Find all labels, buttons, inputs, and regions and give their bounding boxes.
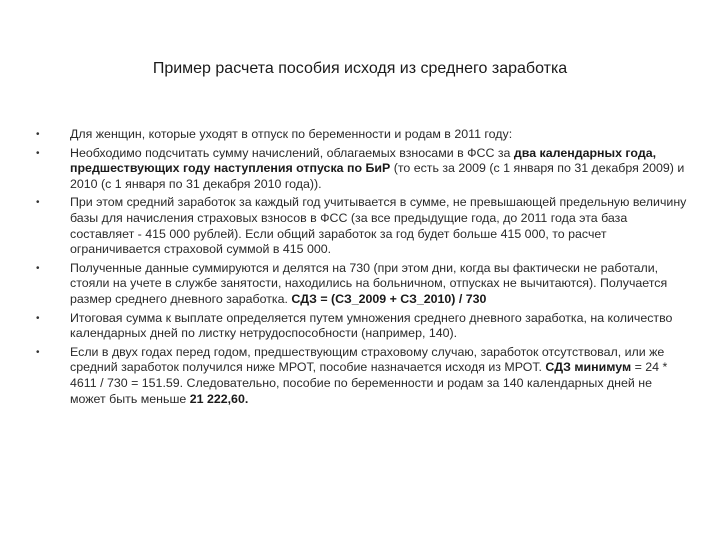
- bullet-text: [70, 261, 688, 308]
- list-item: [36, 146, 688, 193]
- text-run: При этом средний заработок за каждый год учитывается в сумме, не превышающей предельную величину базы для начисления страховых взносов в ФСС (за все предыдущие года, до 2011 года эта база составляет - 415 000 рублей). Если общий заработок за год будет больше 415 000, то расчет ограничивается страховой суммой в 415 000.: [70, 195, 687, 257]
- text-run: (то есть за 2009 (с 1 января по 31 декабря 2009) и 2010 (с 1 января по 31 декабря 2010 года)).: [70, 161, 685, 191]
- list-item: [36, 311, 688, 342]
- text-run: Полученные данные суммируются и делятся на 730 (при этом дни, когда вы фактически не работали, стояли на учете в службе занятости, находились на больничном, отпусках не вычитаются). Получается размер среднего дневного заработка.: [70, 260, 668, 306]
- list-item: [36, 261, 688, 308]
- bullet-text: [70, 127, 688, 143]
- text-run: = 24 * 4611 / 730 = 151.59. Следовательно, пособие по беременности и родам за 140 календарных дней не может быть меньше: [70, 360, 668, 406]
- text-run: Для женщин, которые уходят в отпуск по беременности и родам в 2011 году:: [70, 127, 513, 141]
- bullet-icon: •: [36, 346, 40, 358]
- text-run: Итоговая сумма к выплате определяется путем умножения среднего дневного заработка, на количество календарных дней по листку нетрудоспособности (например, 140).: [70, 310, 673, 341]
- bullet-text: [70, 311, 688, 342]
- list-item: [36, 127, 688, 143]
- bullet-icon: •: [36, 262, 40, 274]
- bold-text-run: СДЗ = (СЗ_2009 + СЗ_2010) / 730: [291, 291, 487, 306]
- bullet-list: [36, 127, 688, 410]
- bullet-text: [70, 345, 688, 407]
- bold-text-run: СДЗ минимум: [545, 360, 632, 375]
- bold-text-run: два календарных года, предшествующих году наступления отпуска по БиР: [70, 145, 657, 176]
- text-run: Необходимо подсчитать сумму начислений, облагаемых взносами в ФСС за: [70, 145, 514, 160]
- bullet-icon: •: [36, 147, 40, 159]
- bullet-icon: •: [36, 129, 40, 140]
- bullet-text: [70, 195, 688, 257]
- slide-title: Пример расчета пособия исходя из среднего заработка: [152, 60, 568, 77]
- text-run: Если в двух годах перед годом, предшествующим страховому случаю, заработок отсутствовал, или же средний заработок получился ниже МРОТ, пособие назначается исходя из МРОТ.: [70, 344, 665, 375]
- list-item: [36, 345, 688, 407]
- bullet-text: [70, 146, 688, 193]
- bullet-icon: •: [36, 312, 40, 324]
- bullet-icon: •: [36, 197, 40, 209]
- bold-text-run: 21 222,60.: [189, 391, 249, 406]
- list-item: [36, 195, 688, 257]
